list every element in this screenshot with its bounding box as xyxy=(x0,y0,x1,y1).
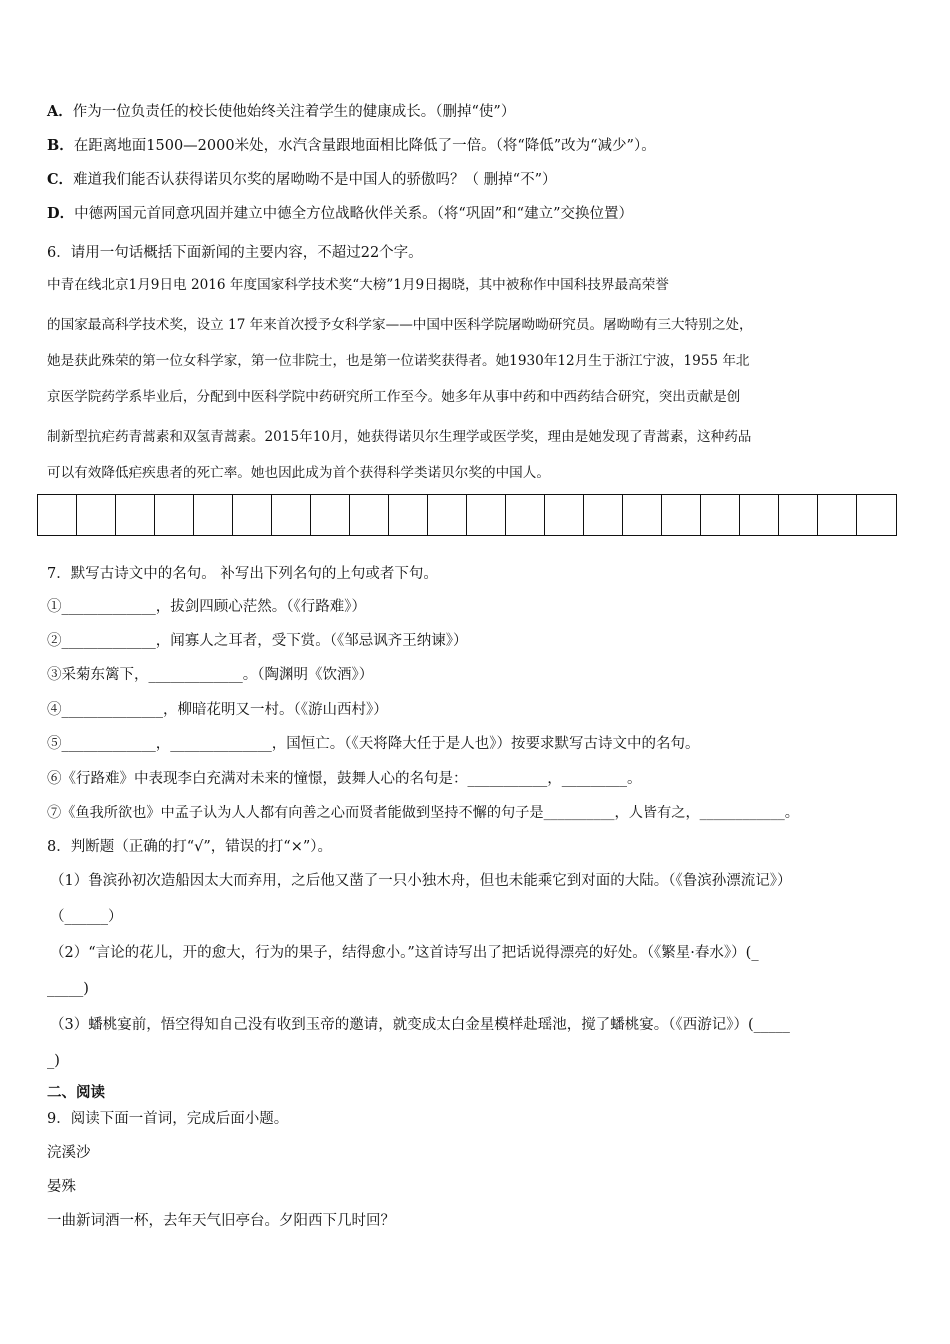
q7-item-4[interactable]: ④______________，柳暗花明又一村。（《游山西村》） xyxy=(47,702,388,718)
news-passage-line: 制新型抗疟药青蒿素和双氢青蒿素。2015年10月，她获得诺贝尔生理学或医学奖，理由是她发现了青蒿素，这种药品 xyxy=(47,429,752,445)
q7-item-6[interactable]: ⑥《行路难》中表现李白充满对未来的憧憬，鼓舞人心的名句是：___________，_________。 xyxy=(47,771,642,787)
answer-cell[interactable] xyxy=(506,495,545,535)
answer-cell[interactable] xyxy=(311,495,350,535)
q6-prompt: 6．请用一句话概括下面新闻的主要内容，不超过22个字。 xyxy=(47,245,423,261)
q8-answer-blank[interactable]: （______） xyxy=(50,909,123,925)
answer-cell[interactable] xyxy=(545,495,584,535)
option-d-label: D． xyxy=(47,205,75,222)
answer-cell[interactable] xyxy=(584,495,623,535)
q7-item-5[interactable]: ⑤_____________，______________，国恒亡。（《天将降大任于是人也》）按要求默写古诗文中的名句。 xyxy=(47,736,700,752)
section-title: 二、阅读 xyxy=(47,1084,105,1101)
q8-line: （1）鲁滨孙初次造船因太大而弃用，之后他又凿了一只小独木舟，但也未能乘它到对面的大陆。（《鲁滨孙漂流记》） xyxy=(50,873,792,889)
option-b xyxy=(47,135,656,157)
news-passage-line: 京医学院药学系毕业后，分配到中医科学院中药研究所工作至今。她多年从事中药和中西药结合研究，突出贡献是创 xyxy=(47,389,741,405)
answer-cell[interactable] xyxy=(662,495,701,535)
option-b-text: 在距离地面1500—2000米处，水汽含量跟地面相比降低了一倍。（将“降低”改为“减少”）。 xyxy=(73,138,656,154)
answer-cell[interactable] xyxy=(272,495,311,535)
option-b-label: B． xyxy=(47,137,74,154)
answer-cell[interactable] xyxy=(779,495,818,535)
poem-title: 浣溪沙 xyxy=(47,1145,91,1161)
answer-grid[interactable] xyxy=(37,494,897,536)
answer-cell[interactable] xyxy=(38,495,77,535)
option-d-text: 中德两国元首同意巩固并建立中德全方位战略伙伴关系。（将“巩固”和“建立”交换位置） xyxy=(74,206,633,222)
answer-cell[interactable] xyxy=(350,495,389,535)
news-passage-line: 她是获此殊荣的第一位女科学家，第一位非院士，也是第一位诺奖获得者。她1930年12月生于浙江宁波，1955 年北 xyxy=(47,353,750,369)
answer-cell[interactable] xyxy=(116,495,155,535)
option-a-text: 作为一位负责任的校长使他始终关注着学生的健康成长。（删掉“使”） xyxy=(72,104,516,120)
q8-line: （2）“言论的花儿，开的愈大，行为的果子，结得愈小。”这首诗写出了把话说得漂亮的好处。（《繁星·春水》）(_ xyxy=(50,945,759,961)
option-a-label: A． xyxy=(47,103,73,120)
poem-line: 一曲新词酒一杯，去年天气旧亭台。夕阳西下几时回？ xyxy=(47,1213,395,1229)
answer-cell[interactable] xyxy=(701,495,740,535)
q7-item-3[interactable]: ③采菊东篱下，_____________。（陶渊明《饮酒》） xyxy=(47,667,374,683)
answer-cell[interactable] xyxy=(77,495,116,535)
answer-cell[interactable] xyxy=(623,495,662,535)
answer-cell[interactable] xyxy=(818,495,857,535)
option-d xyxy=(47,203,633,225)
answer-cell[interactable] xyxy=(428,495,467,535)
answer-cell[interactable] xyxy=(857,495,896,535)
answer-cell[interactable] xyxy=(194,495,233,535)
answer-cell[interactable] xyxy=(740,495,779,535)
news-passage-line: 中青在线北京1月9日电 2016 年度国家科学技术奖“大榜”1月9日揭晓，其中被称作中国科技界最高荣誉 xyxy=(47,277,669,293)
news-passage-line: 可以有效降低疟疾患者的死亡率。她也因此成为首个获得科学类诺贝尔奖的中国人。 xyxy=(47,465,550,481)
poem-author: 晏殊 xyxy=(47,1179,76,1195)
q7-item-2[interactable]: ②_____________，闻寡人之耳者，受下赏。（《邹忌讽齐王纳谏》） xyxy=(47,633,468,649)
q7-prompt: 7．默写古诗文中的名句。 补写出下列名句的上句或者下句。 xyxy=(47,566,438,582)
q7-item-1[interactable]: ①_____________，拔剑四顾心茫然。（《行路难》） xyxy=(47,599,366,615)
answer-cell[interactable] xyxy=(155,495,194,535)
q8-answer-blank[interactable]: _) xyxy=(47,1053,60,1069)
option-c-text: 难道我们能否认获得诺贝尔奖的屠呦呦不是中国人的骄傲吗？（ 删掉“不”） xyxy=(73,172,557,188)
q8-answer-blank[interactable]: _____) xyxy=(47,981,89,997)
news-passage-line: 的国家最高科学技术奖，设立 17 年来首次授予女科学家——中国中医科学院屠呦呦研究员。屠呦呦有三大特别之处， xyxy=(47,317,753,333)
answer-cell[interactable] xyxy=(467,495,506,535)
q9-prompt: 9．阅读下面一首词，完成后面小题。 xyxy=(47,1111,289,1127)
option-a xyxy=(47,101,515,123)
answer-cell[interactable] xyxy=(233,495,272,535)
q8-prompt: 8．判断题（正确的打“√”，错误的打“×”）。 xyxy=(47,839,333,855)
option-c xyxy=(47,169,556,191)
option-c-label: C． xyxy=(47,171,74,188)
q7-item-7[interactable]: ⑦《鱼我所欲也》中孟子认为人人都有向善之心而贤者能做到坚持不懈的句子是__________，人皆有之，____________。 xyxy=(47,805,799,821)
answer-cell[interactable] xyxy=(389,495,428,535)
q8-line: （3）蟠桃宴前，悟空得知自己没有收到玉帝的邀请，就变成太白金星模样赴瑶池，搅了蟠桃宴。（《西游记》）(_____ xyxy=(50,1017,790,1033)
